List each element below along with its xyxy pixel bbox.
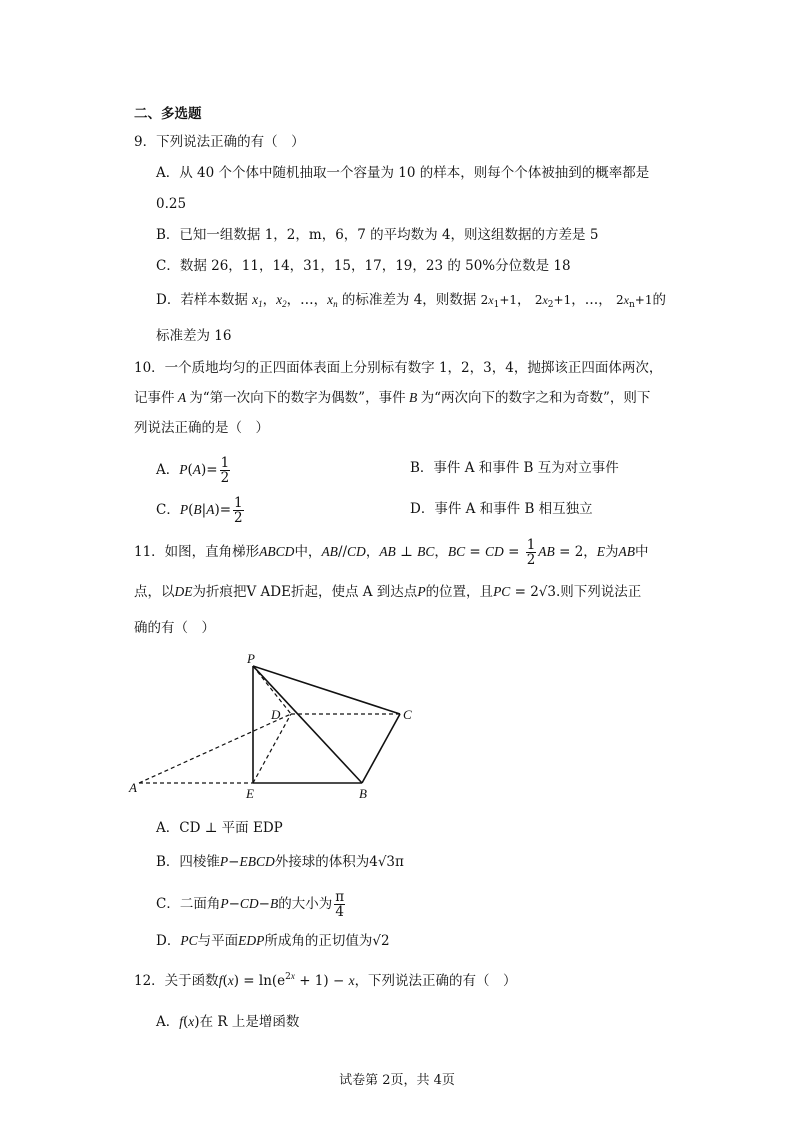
- q9-option-d-end: 的: [652, 292, 666, 308]
- q10-line3: 列说法正确的是（ ）: [134, 420, 269, 436]
- q11-option-c: C．二面角P−CD−B的大小为 $\frac{\pi}{4}$: [156, 889, 345, 920]
- q11-line3: 确的有（ ）: [134, 620, 215, 636]
- edge-AD: [139, 714, 291, 783]
- q9-option-a: A．从 40 个个体中随机抽取一个容量为 10 的样本，则每个个体被抽到的概率都是: [156, 165, 650, 181]
- q9-option-d-cont: 标准差为 16: [156, 328, 232, 344]
- q11-option-b: B．四棱锥P−EBCD外接球的体积为4√3π: [156, 854, 404, 870]
- q11-option-a: A．CD ⊥ 平面 EDP: [156, 820, 283, 836]
- q10-line2: 记事件 A 为“第一次向下的数字为偶数”，事件 B 为“两次向下的数字之和为奇数”，则下: [134, 390, 651, 406]
- label-B: B: [359, 786, 367, 801]
- label-E: E: [246, 786, 254, 801]
- q11-line1: 11．如图，直角梯形ABCD中，AB//CD，AB ⊥ BC，BC = CD = $\frac{1}{2}$ AB = 2，E为AB中: [134, 537, 649, 568]
- q9-option-b: B．已知一组数据 1，2，m，6，7 的平均数为 4，则这组数据的方差是 5: [156, 227, 599, 243]
- q9-option-c: C．数据 26，11，14，31，15，17，19，23 的 50%分位数是 18: [156, 258, 571, 274]
- q9-stem: 9．下列说法正确的有（ ）: [134, 134, 305, 150]
- label-A: A: [129, 780, 137, 795]
- q9-option-d-prefix: D．若样本数据: [156, 292, 248, 308]
- label-C: C: [403, 707, 412, 722]
- label-P: P: [247, 651, 255, 666]
- q10-option-a: A．P(A)= $\frac{1}{2}$: [156, 455, 230, 486]
- q12-stem: 12．关于函数$f(x) = \ln(e^{2x} + 1) - x$，下列说法正确的有（ ）: [134, 971, 517, 989]
- q10-option-b: B．事件 A 和事件 B 互为对立事件: [410, 460, 619, 476]
- edge-BC: [362, 714, 400, 783]
- q11-line2: 点，以DE为折痕把V ADE折起，使点 A 到达点P的位置，且PC = 2√3.则下列说法正: [134, 584, 642, 600]
- page-footer: 试卷第 2页，共 4页: [339, 1073, 455, 1088]
- q10-option-d: D．事件 A 和事件 B 相互独立: [410, 501, 593, 517]
- q10-line1: 10．一个质地均匀的正四面体表面上分别标有数字 1，2，3，4，抛掷该正四面体两次，: [134, 360, 663, 376]
- q9-option-d: D．若样本数据 $x_1$，$x_2$，…，$x_n$ 的标准差为 4，则数据 $2x_1+1$， $2x_2+1$，…， $2x_n+1$的: [156, 292, 666, 310]
- label-D: D: [271, 707, 281, 722]
- q10-option-c: C．P(B|A)= $\frac{1}{2}$: [156, 495, 243, 526]
- edge-ED: [253, 714, 291, 783]
- q12-option-a: A．f(x)在 R 上是增函数: [156, 1014, 300, 1030]
- section-title: 二、多选题: [134, 106, 202, 122]
- q11-figure: [125, 648, 425, 803]
- q11-option-d: D．PC与平面EDP所成角的正切值为√2: [156, 933, 390, 949]
- q9-option-a-cont: 0.25: [156, 196, 187, 212]
- q9-option-d-middle: 的标准差为 4，则数据: [341, 292, 477, 308]
